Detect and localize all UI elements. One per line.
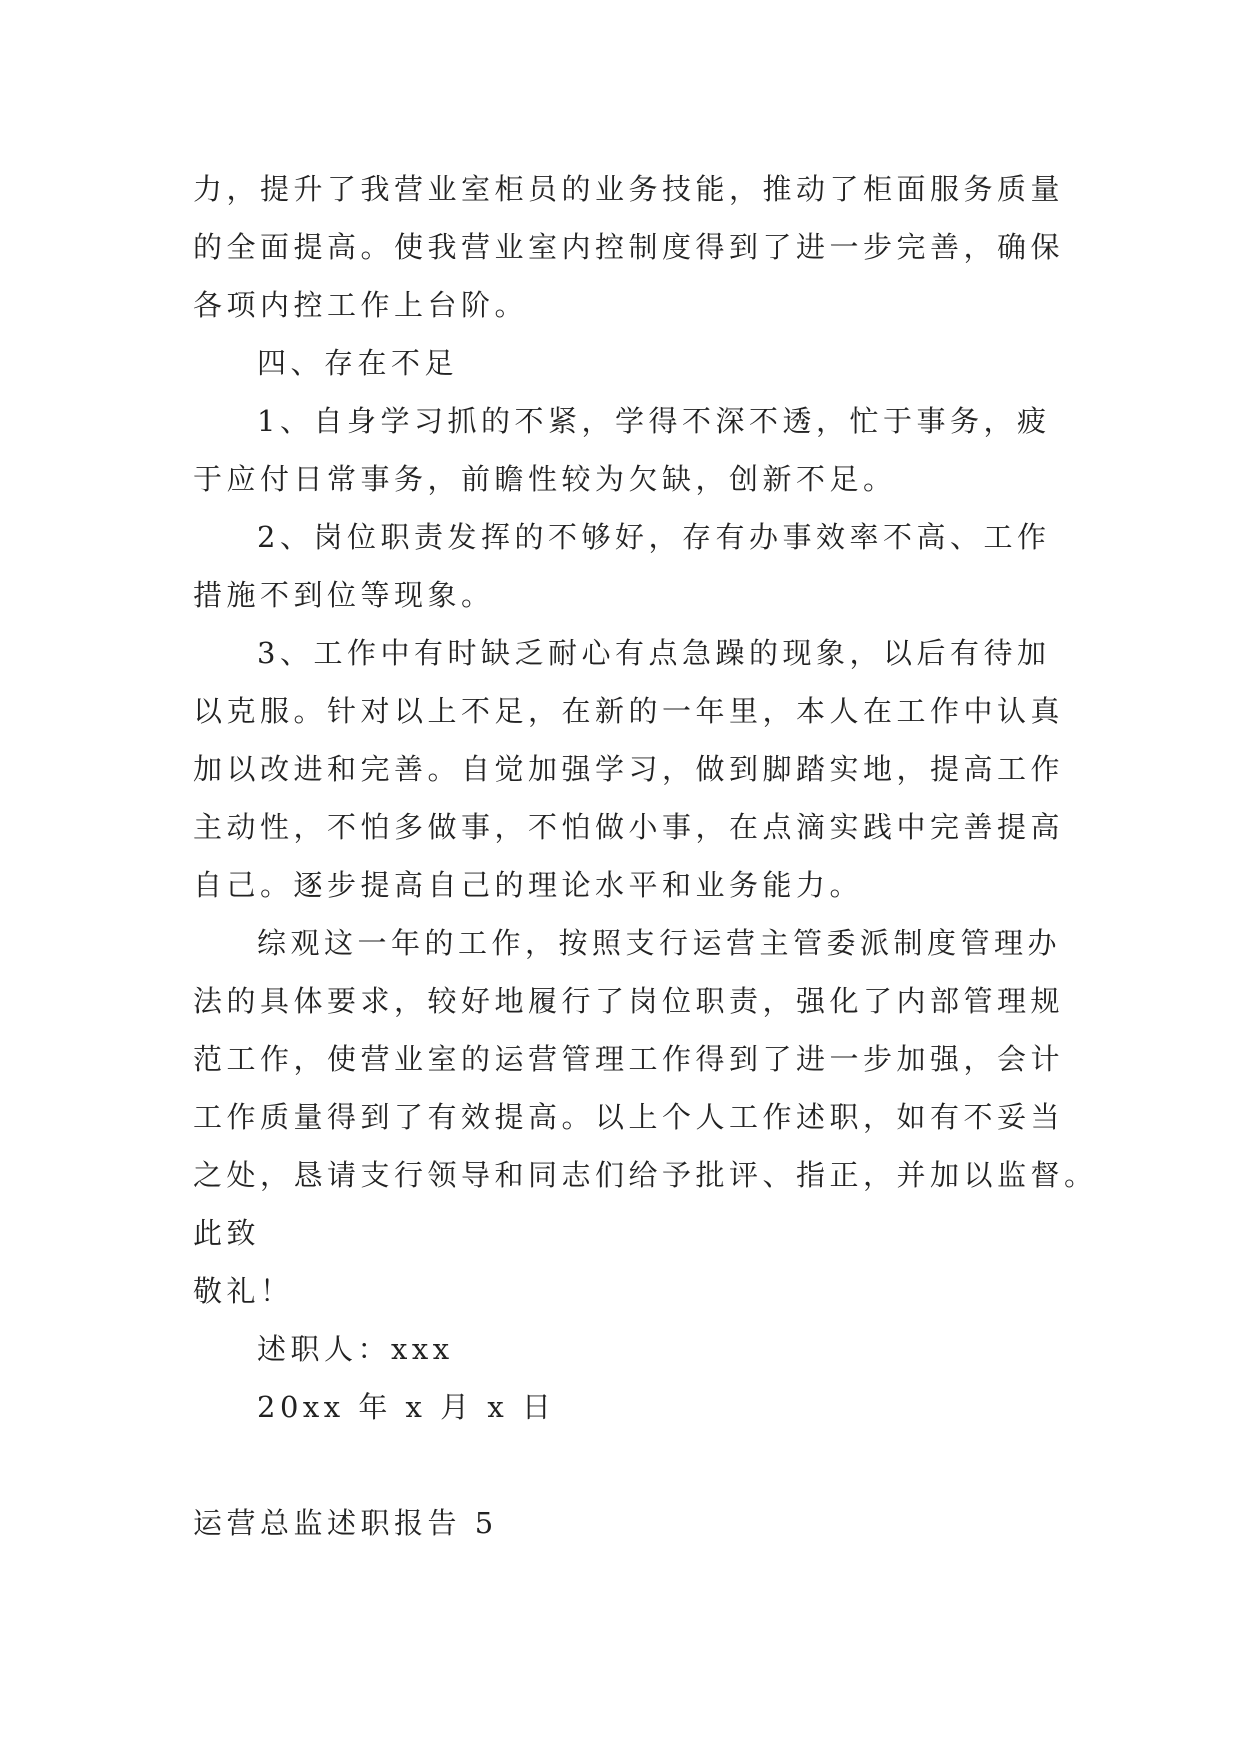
- section-heading: 四、存在不足: [257, 346, 459, 380]
- document-body: [193, 160, 1098, 1552]
- salutation-line: 敬礼！: [193, 1274, 294, 1308]
- text-line: 主动性，不怕多做事，不怕做小事，在点滴实践中完善提高: [193, 810, 1065, 844]
- signature-line: 述职人：xxx: [257, 1332, 454, 1366]
- text-line: 综观这一年的工作，按照支行运营主管委派制度管理办: [257, 926, 1062, 960]
- text-line: 的全面提高。使我营业室内控制度得到了进一步完善，确保: [193, 230, 1065, 264]
- text-line: 1、自身学习抓的不紧，学得不深不透，忙于事务，疲: [257, 404, 1051, 438]
- text-line: 工作质量得到了有效提高。以上个人工作述职，如有不妥当: [193, 1100, 1065, 1134]
- text-line: 力，提升了我营业室柜员的业务技能，推动了柜面服务质量: [193, 172, 1065, 206]
- text-line: 各项内控工作上台阶。: [193, 288, 529, 322]
- text-line: 于应付日常事务，前瞻性较为欠缺，创新不足。: [193, 462, 897, 496]
- next-section-title: 运营总监述职报告 5: [193, 1506, 498, 1540]
- spacer: [193, 1436, 1055, 1494]
- text-line: 措施不到位等现象。: [193, 578, 495, 612]
- text-line: 3、工作中有时缺乏耐心有点急躁的现象，以后有待加: [257, 636, 1051, 670]
- text-line: 2、岗位职责发挥的不够好，存有办事效率不高、工作: [257, 520, 1051, 554]
- date-line: 20xx 年 x 月 x 日: [257, 1390, 556, 1424]
- closing-line: 此致: [193, 1216, 261, 1250]
- text-line: 自己。逐步提高自己的理论水平和业务能力。: [193, 868, 864, 902]
- text-line: 加以改进和完善。自觉加强学习，做到脚踏实地，提高工作: [193, 752, 1065, 786]
- text-line: 之处，恳请支行领导和同志们给予批评、指正，并加以监督。: [193, 1158, 1098, 1192]
- text-line: 以克服。针对以上不足，在新的一年里，本人在工作中认真: [193, 694, 1065, 728]
- text-line: 范工作，使营业室的运营管理工作得到了进一步加强，会计: [193, 1042, 1065, 1076]
- text-line: 法的具体要求，较好地履行了岗位职责，强化了内部管理规: [193, 984, 1065, 1018]
